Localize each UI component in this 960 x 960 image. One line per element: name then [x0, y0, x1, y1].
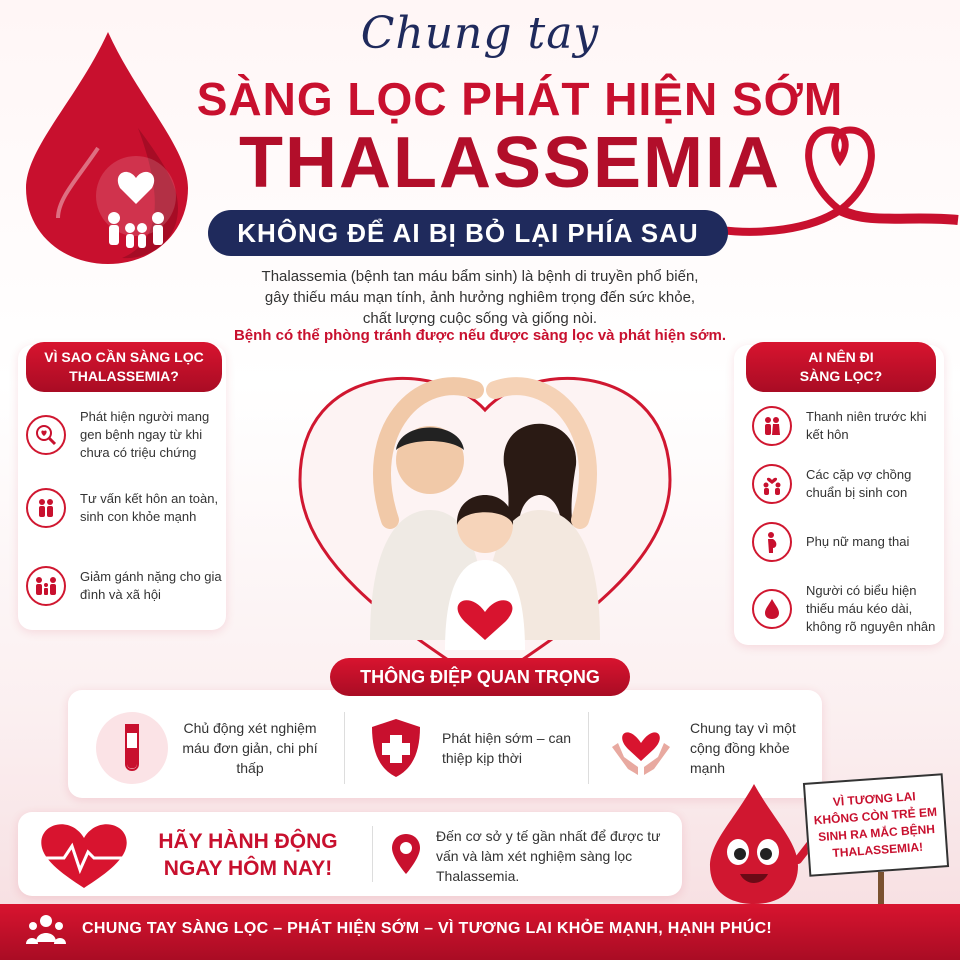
- main-title: SÀNG LỌC PHÁT HIỆN SỚM: [196, 73, 844, 125]
- divider: [344, 712, 345, 784]
- message-item-text: Chủ động xét nghiệm máu đơn giản, chi phí thấp: [182, 720, 318, 776]
- intro-text: [230, 266, 730, 329]
- action-text: Đến cơ sở y tế gần nhất để được tư vấn và làm xét nghiệm sàng lọc Thalassemia.: [436, 828, 661, 884]
- community-icon: [26, 912, 66, 948]
- who-should-screen-title: [746, 342, 936, 392]
- message-title: THÔNG ĐIỆP QUAN TRỌNG: [330, 658, 630, 696]
- list-item-text: Giảm gánh nặng cho gia đình và xã hội: [80, 569, 222, 602]
- pregnant-woman-icon: [752, 522, 792, 562]
- list-item-text: Tư vấn kết hôn an toàn, sinh con khỏe mạnh: [80, 491, 219, 524]
- message-item: [606, 712, 816, 784]
- list-item: [26, 488, 222, 528]
- title-line: NGAY HÔM NAY!: [163, 857, 333, 880]
- disease-title: THALASSEMIA: [239, 123, 781, 203]
- shield-cross-icon: [366, 712, 426, 784]
- list-item: [26, 408, 222, 462]
- list-item-text: Các cặp vợ chồng chuẩn bị sinh con: [806, 467, 912, 500]
- list-item-text: Phụ nữ mang thai: [806, 534, 910, 549]
- script-title: Chung tay: [360, 8, 600, 59]
- family-icon: [26, 566, 66, 606]
- test-tube-icon: [96, 712, 168, 784]
- couple-heart-icon: [752, 464, 792, 504]
- list-item-text: Người có biểu hiện thiếu máu kéo dài, không rõ nguyên nhân: [806, 583, 936, 634]
- sign-line: THALASSEMIA!: [832, 839, 924, 861]
- hands-heart-icon: [606, 712, 676, 784]
- sign-line: VÌ TƯƠNG LAI: [832, 789, 916, 809]
- message-item-text: Chung tay vì một cộng đồng khỏe mạnh: [690, 720, 796, 776]
- heartbeat-heart-icon: [34, 818, 134, 890]
- slogan-banner: KHÔNG ĐỂ AI BỊ BỎ LẠI PHÍA SAU: [208, 210, 728, 256]
- why-screening-title: [26, 342, 222, 392]
- sign-post: [878, 872, 884, 908]
- magnifier-heart-icon: [26, 415, 66, 455]
- intro-line: chất lượng cuộc sống và giống nòi.: [362, 310, 598, 327]
- young-couple-icon: [752, 406, 792, 446]
- blood-drop-mascot: [694, 780, 814, 908]
- action-title: [148, 828, 348, 882]
- intro-line: Thalassemia (bệnh tan máu bẩm sinh) là bệnh di truyền phổ biến,: [261, 268, 699, 285]
- title-line: AI NÊN ĐI: [808, 349, 874, 365]
- list-item: [752, 464, 938, 504]
- intro-line: gây thiếu máu mạn tính, ảnh hưởng nghiêm trọng đến sức khỏe,: [264, 289, 696, 306]
- blood-drop-icon: [752, 589, 792, 629]
- sign-line: SINH RA MẮC BỆNH: [817, 821, 936, 845]
- list-item: [752, 582, 938, 636]
- title-line: THALASSEMIA?: [69, 368, 179, 384]
- list-item-text: Phát hiện người mang gen bệnh ngay từ khi chưa có triệu chứng: [80, 409, 210, 460]
- intro-highlight: Bệnh có thể phòng tránh được nếu được sàng lọc và phát hiện sớm.: [233, 327, 727, 344]
- title-line: VÌ SAO CẦN SÀNG LỌC: [44, 349, 204, 365]
- location-pin-icon: [390, 832, 422, 876]
- list-item: [752, 406, 938, 446]
- list-item: [752, 522, 938, 562]
- sign-line: KHÔNG CÒN TRẺ EM: [813, 804, 938, 828]
- list-item-text: Thanh niên trước khi kết hôn: [806, 409, 927, 442]
- divider: [372, 826, 373, 882]
- footer-slogan: CHUNG TAY SÀNG LỌC – PHÁT HIỆN SỚM – VÌ TƯƠNG LAI KHỎE MẠNH, HẠNH PHÚC!: [82, 920, 773, 937]
- message-item: [96, 712, 336, 784]
- title-line: SÀNG LỌC?: [799, 368, 883, 384]
- message-item-text: Phát hiện sớm – can thiệp kịp thời: [442, 730, 572, 766]
- message-item: [366, 712, 586, 784]
- divider: [588, 712, 589, 784]
- family-photo: [270, 350, 700, 690]
- title-line: HÃY HÀNH ĐỘNG: [158, 830, 338, 853]
- couple-icon: [26, 488, 66, 528]
- list-item: [26, 566, 222, 606]
- sign-board: [803, 773, 949, 877]
